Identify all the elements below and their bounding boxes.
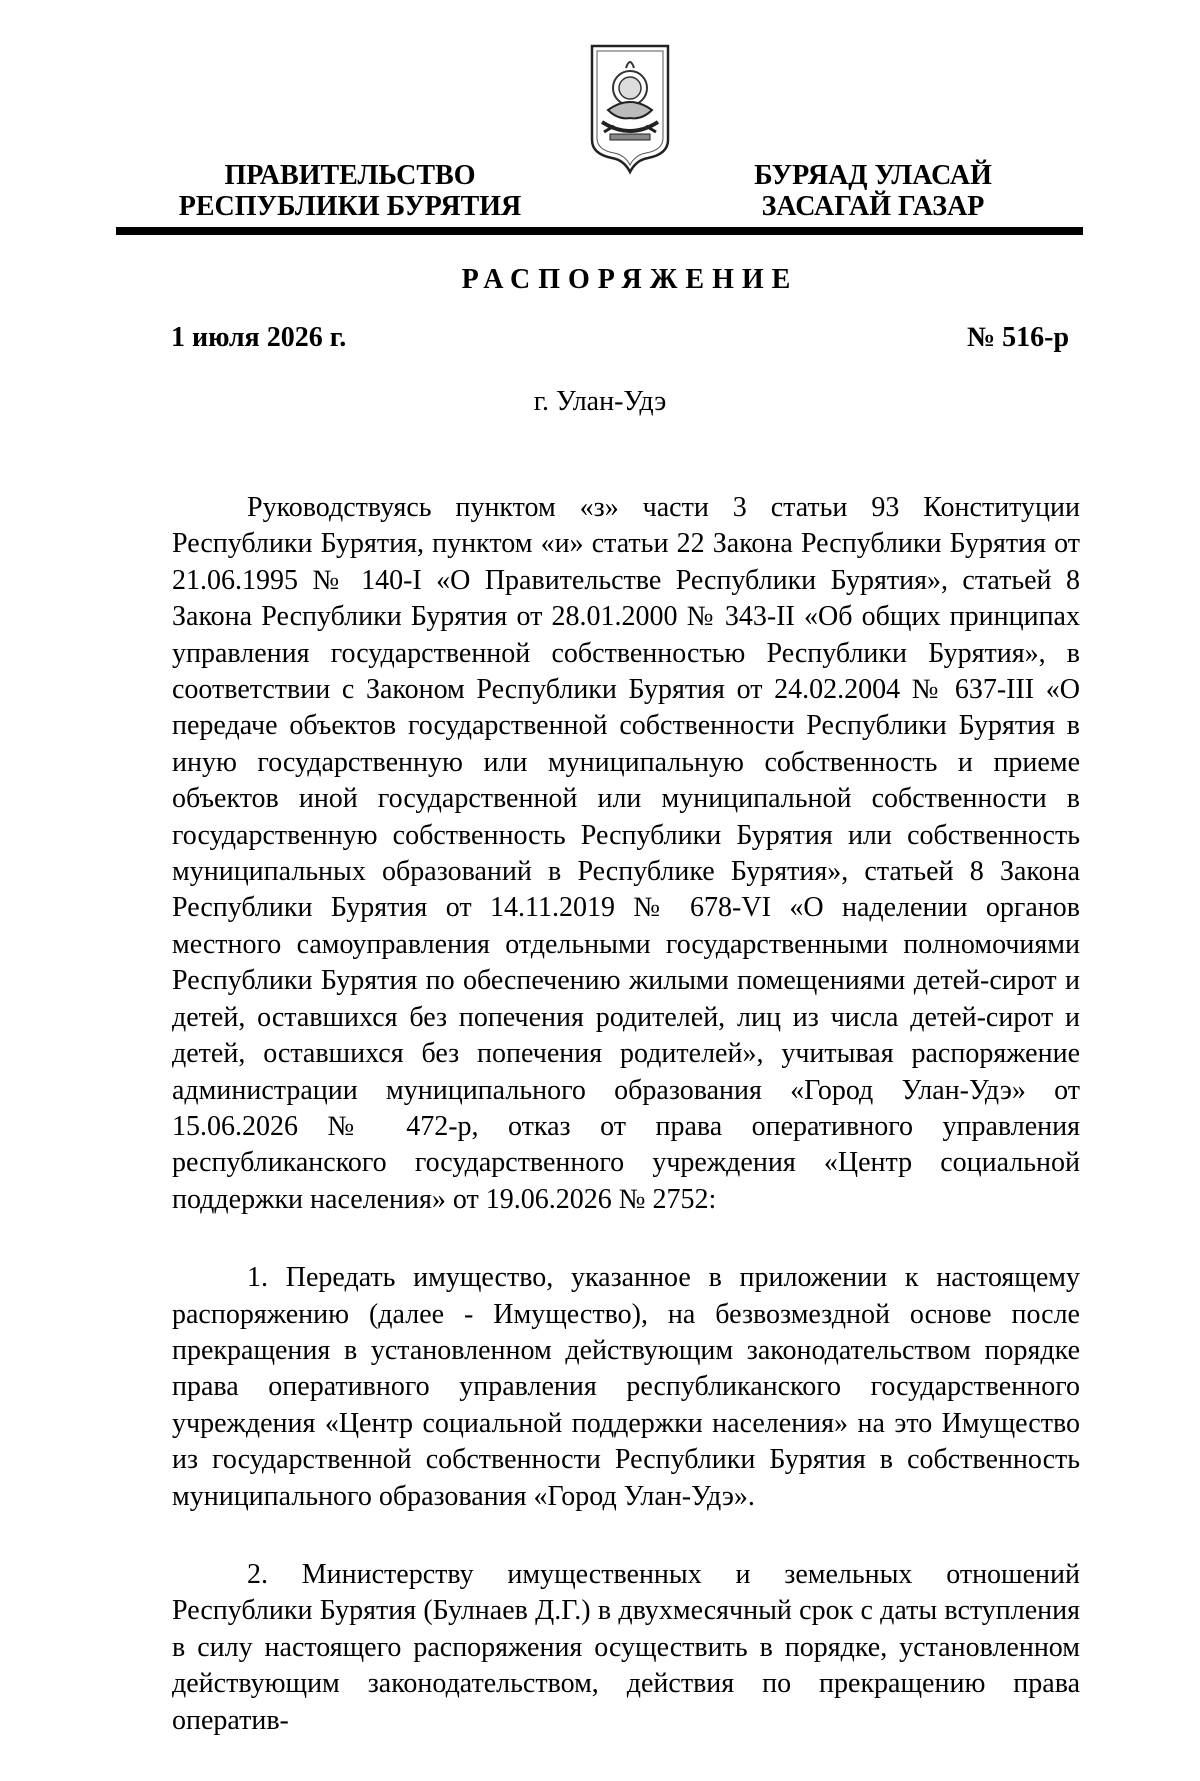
- preamble-paragraph: Руководствуясь пунктом «з» части 3 статьи 93 Конституции Республики Бурятия, пунктом «и» статьи 22 Закона Республики Бурятия от 21.06.1995 № 140-I «О Правительстве Республики Бурятия», статьей 8 Закона Республики Бурятия от 28.01.2000 № 343-II «Об общих принципах управления государственной собственностью Республики Бурятия», в соответствии с Законом Республики Бурятия от 24.02.2004 № 637-III «О передаче объектов государственной собственности Республики Бурятия в иную государственную или муниципальную собственность и приеме объектов иной государственной или муниципальной собственности в государственную собственность Республики Бурятия или собственность муниципальных образований в Республике Бурятия», статьей 8 Закона Республики Бурятия от 14.11.2019 № 678-VI «О наделении органов местного самоуправления отдельными государственными полномочиями Республики Бурятия по обеспечению жилыми помещениями детей-сирот и детей, оставшихся без попечения родителей, лиц из числа детей-сирот и детей, оставшихся без попечения родителей», учитывая распоряжение администрации муниципального образования «Город Улан-Удэ» от 15.06.2026 № 472-р, отказ от права оперативного управления республиканского государственного учреждения «Центр социальной поддержки населения» от 19.06.2026 № 2752:: [172, 492, 1080, 1215]
- document-city: г. Улан-Удэ: [533, 386, 667, 417]
- header-rule: [116, 227, 1083, 235]
- coat-of-arms-icon: [588, 42, 672, 176]
- document-date: 1 июля 2026 г.: [171, 322, 347, 353]
- government-name-ru: [160, 160, 540, 222]
- government-name-bua-line1: БУРЯАД УЛАСАЙ: [754, 160, 992, 191]
- document-body: [172, 490, 1080, 1781]
- clause-1-paragraph: 1. Передать имущество, указанное в приложении к настоящему распоряжению (далее - Имущество), на безвозмездной основе после прекращения в установленном действующим законодательством порядке права оперативного управления республиканского государственного учреждения «Центр социальной поддержки населения» на это Имущество из государственной собственности Республики Бурятия в собственность муниципального образования «Город Улан-Удэ».: [172, 1262, 1080, 1512]
- government-name-ru-line1: ПРАВИТЕЛЬСТВО: [224, 160, 476, 191]
- document-number: № 516-р: [967, 322, 1070, 353]
- government-name-bua: [708, 160, 1038, 222]
- government-name-bua-line2: ЗАСАГАЙ ГАЗАР: [761, 191, 985, 222]
- document-title: РАСПОРЯЖЕНИЕ: [461, 264, 799, 295]
- government-name-ru-line2: РЕСПУБЛИКИ БУРЯТИЯ: [178, 191, 522, 222]
- clause-2-paragraph: 2. Министерству имущественных и земельных отношений Республики Бурятия (Булнаев Д.Г.) в двухмесячный срок с даты вступления в силу настоящего распоряжения осуществить в порядке, установленном действующим законодательством, действия по прекращению права оператив-: [172, 1558, 1080, 1736]
